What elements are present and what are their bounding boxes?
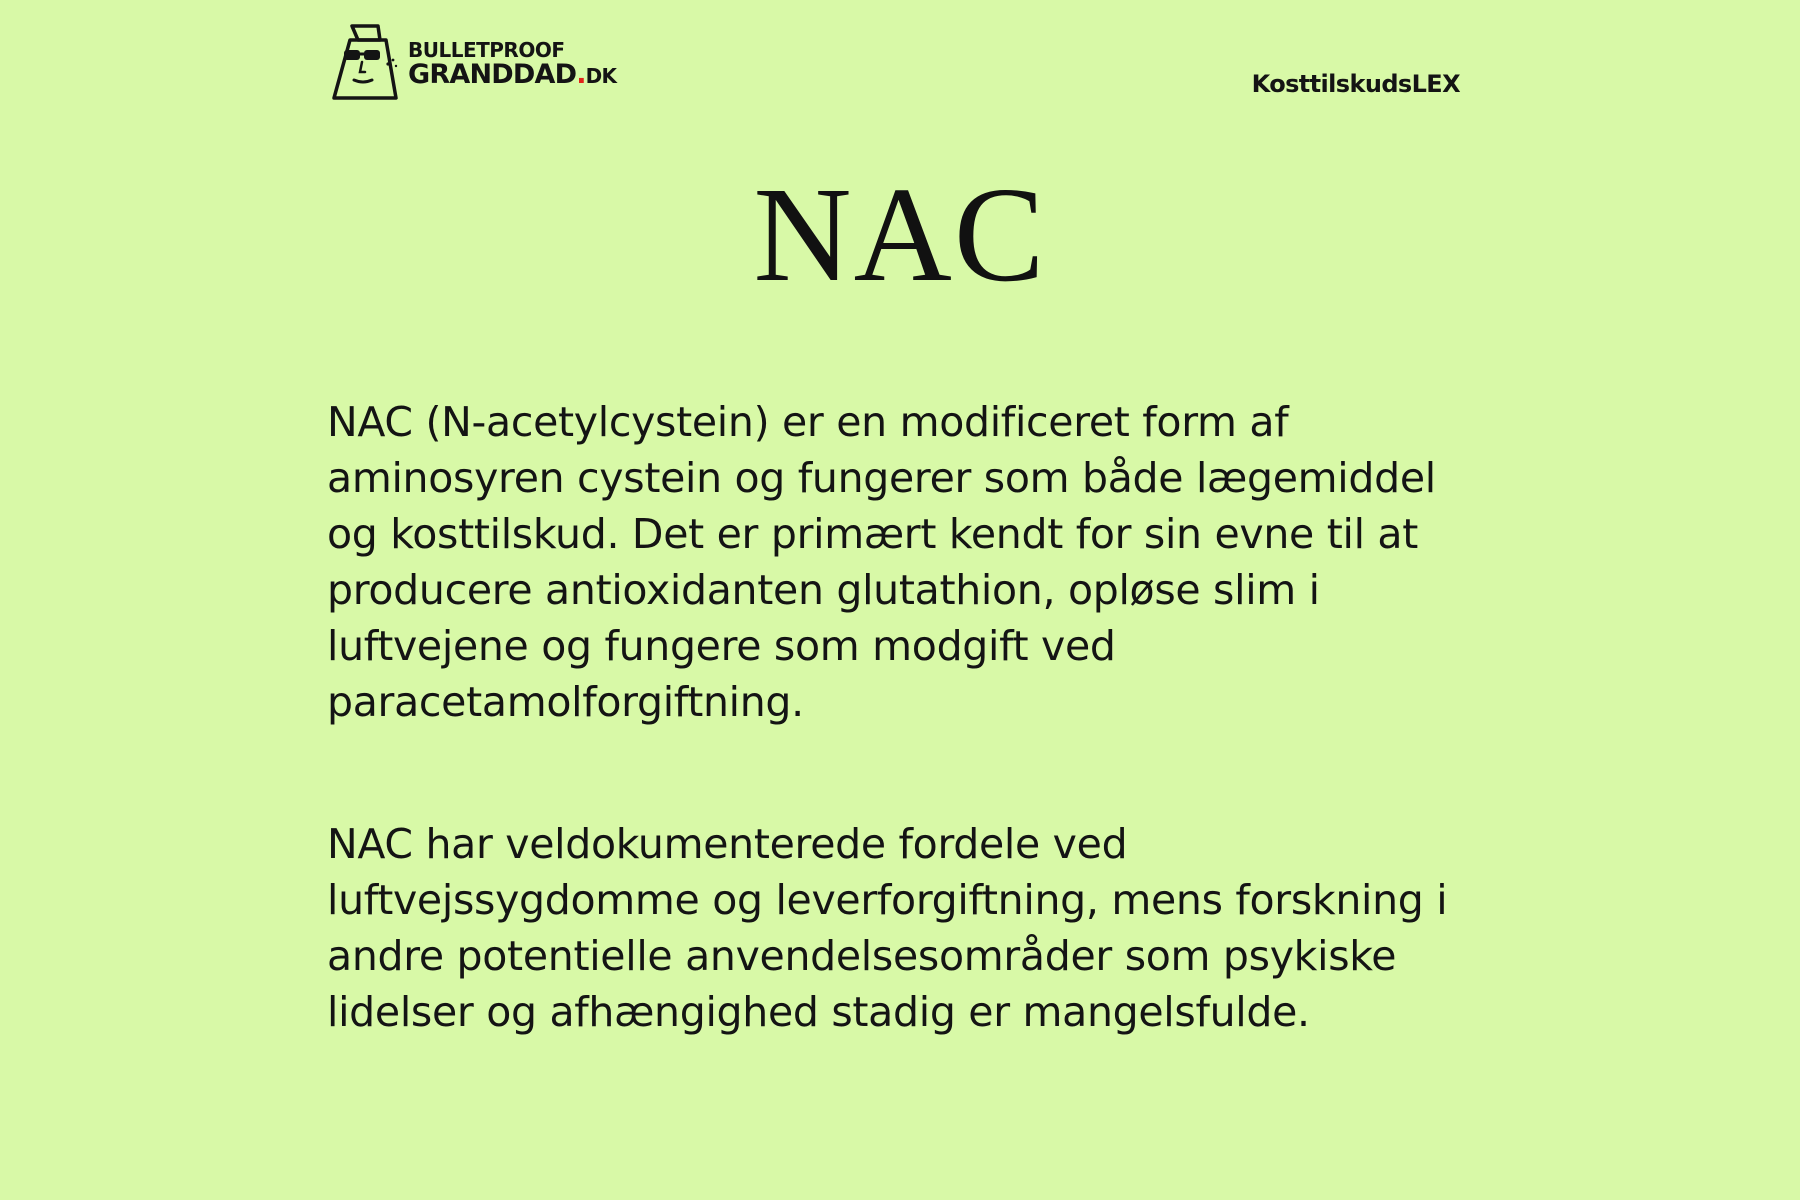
logo-wordmark — [408, 36, 616, 88]
article-paragraph-1: NAC (N-acetylcystein) er en modificeret form af aminosyren cystein og fungerer som både lægemiddel og kosttilskud. Det er primært kendt for sin evne til at producere antioxidanten glutathion, opløse slim i luftvejene og fungere som modgift ved paracetamolforgiftning. — [327, 398, 1436, 726]
logo-tld: DK — [585, 64, 617, 88]
logo-line-granddad — [408, 61, 616, 88]
logo-red-dot: . — [576, 59, 586, 90]
granddad-face-logo-icon — [330, 22, 410, 102]
site-logo-link[interactable] — [330, 22, 616, 102]
logo-granddad-text: GRANDDAD — [408, 59, 577, 90]
article-paragraph-2: NAC har veldokumenterede fordele ved luftvejssygdomme og leverforgiftning, mens forskning i andre potentielle anvendelsesområder som psykiske lidelser og afhængighed stadig er mangelsfulde. — [327, 820, 1448, 1036]
site-header — [0, 0, 1800, 120]
page-title: NAC — [753, 160, 1047, 310]
logo-line-bulletproof: BULLETPROOF — [408, 38, 565, 62]
article-body — [327, 394, 1477, 1126]
nav-link-kosttilskudslex[interactable]: KosttilskudsLEX — [1251, 70, 1460, 98]
